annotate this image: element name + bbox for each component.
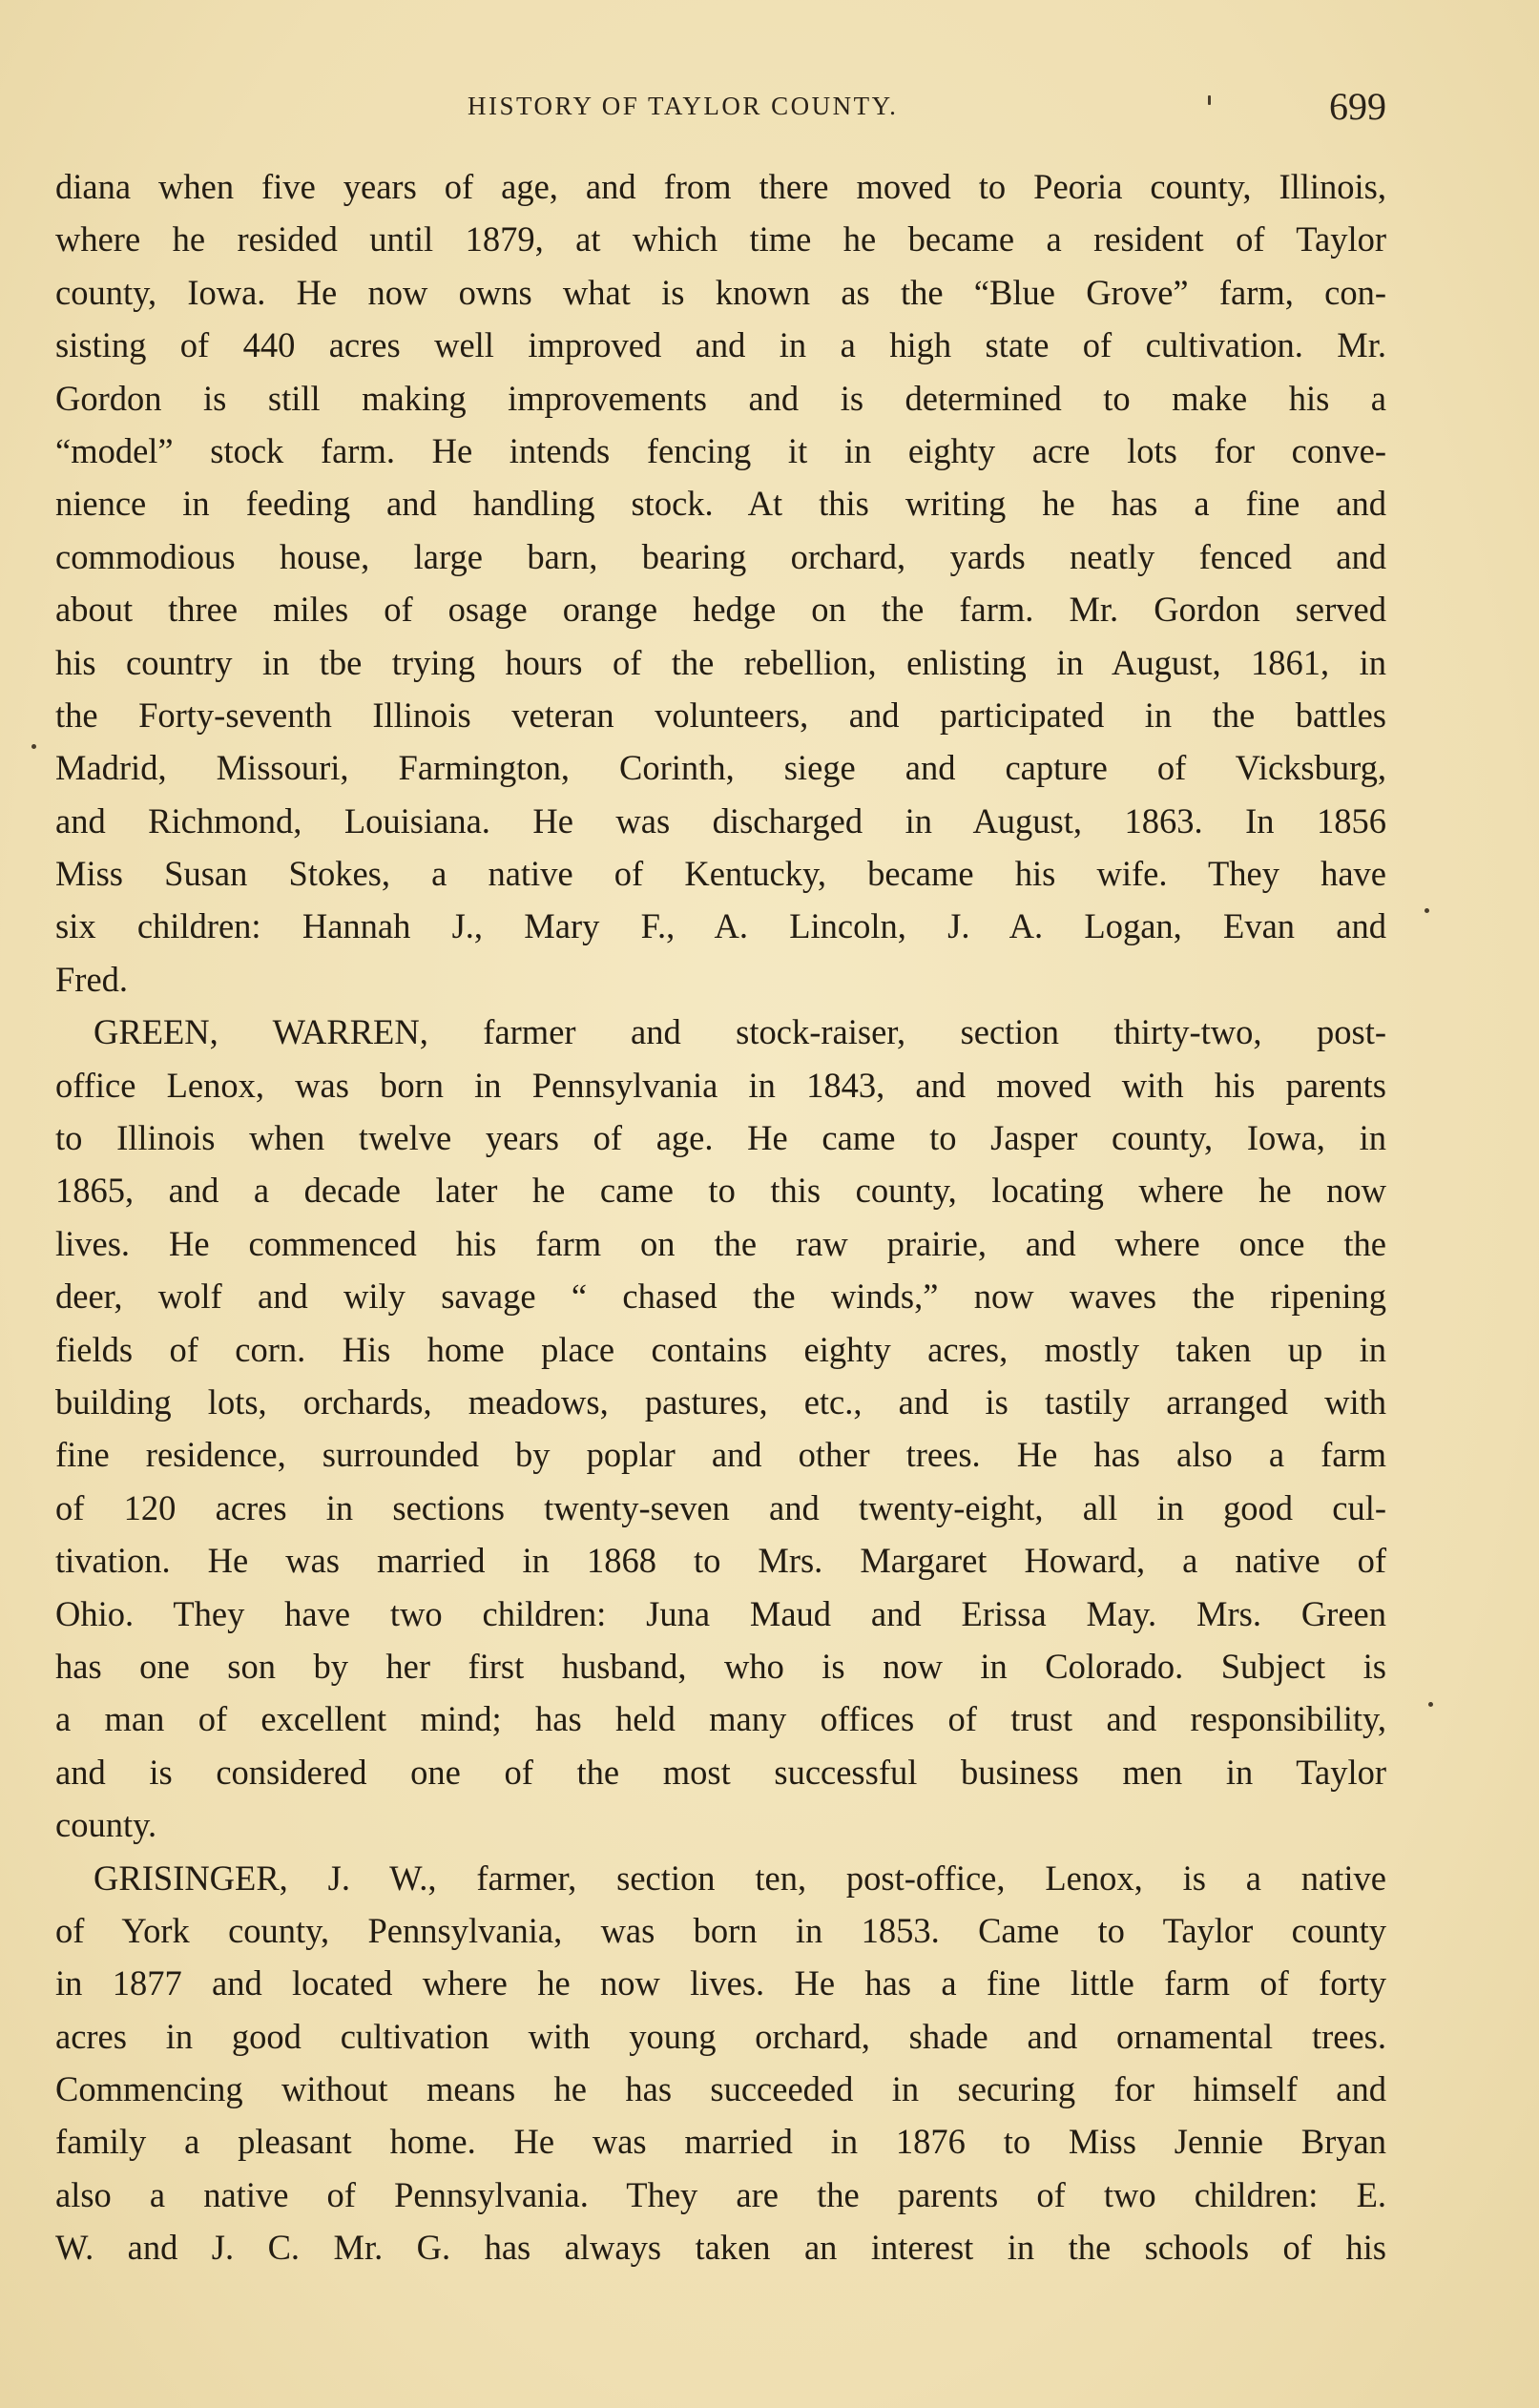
- print-speck: [1208, 95, 1211, 105]
- text-line: Commencing without means he has succeeded in securing for himself and: [55, 2069, 1386, 2109]
- text-line: where he resided until 1879, at which time he became a resident of Taylor: [55, 219, 1386, 259]
- text-line: Miss Susan Stokes, a native of Kentucky, became his wife. They have: [55, 854, 1386, 894]
- running-head: HISTORY OF TAYLOR COUNTY.: [468, 92, 899, 120]
- text-line: lives. He commenced his farm on the raw prairie, and where once the: [55, 1223, 1386, 1263]
- entry-first-line: GREEN, WARREN, farmer and stock-raiser, section thirty-two, post-: [94, 1012, 1386, 1052]
- text-line: fields of corn. His home place contains eighty acres, mostly taken up in: [55, 1329, 1386, 1369]
- text-line: and is considered one of the most successful business men in Taylor: [55, 1752, 1386, 1792]
- text-line: family a pleasant home. He was married in 1876 to Miss Jennie Bryan: [55, 2122, 1386, 2162]
- text-line: Madrid, Missouri, Farmington, Corinth, siege and capture of Vicksburg,: [55, 748, 1386, 788]
- body-text: [55, 160, 1386, 2274]
- text-line: of 120 acres in sections twenty-seven and twenty-eight, all in good cul-: [55, 1487, 1386, 1527]
- page-header: [0, 84, 1539, 132]
- text-line: his country in tbe trying hours of the rebellion, enlisting in August, 1861, in: [55, 642, 1386, 682]
- page-number: 699: [1329, 85, 1386, 128]
- text-line: deer, wolf and wily savage “ chased the winds,” now waves the ripening: [55, 1277, 1386, 1317]
- text-line: the Forty-seventh Illinois veteran volunteers, and participated in the battles: [55, 695, 1386, 735]
- text-line: acres in good cultivation with young orchard, shade and ornamental trees.: [55, 2016, 1386, 2056]
- text-line: W. and J. C. Mr. G. has always taken an interest in the schools of his: [55, 2228, 1386, 2268]
- text-line: diana when five years of age, and from there moved to Peoria county, Illinois,: [55, 167, 1386, 206]
- entry-first-line: GRISINGER, J. W., farmer, section ten, post-office, Lenox, is a native: [94, 1858, 1386, 1898]
- text-line: about three miles of osage orange hedge on the farm. Mr. Gordon served: [55, 590, 1386, 630]
- text-line: nience in feeding and handling stock. At this writing he has a fine and: [55, 484, 1386, 524]
- text-line: to Illinois when twelve years of age. He came to Jasper county, Iowa, in: [55, 1118, 1386, 1158]
- text-line: a man of excellent mind; has held many offices of trust and responsibility,: [55, 1699, 1386, 1739]
- text-line: building lots, orchards, meadows, pastures, etc., and is tastily arranged with: [55, 1381, 1386, 1422]
- text-line: office Lenox, was born in Pennsylvania in 1843, and moved with his parents: [55, 1065, 1386, 1105]
- print-speck: [31, 744, 36, 749]
- text-line: Fred.: [55, 959, 129, 999]
- text-line: and Richmond, Louisiana. He was discharged in August, 1863. In 1856: [55, 800, 1386, 841]
- text-line: Ohio. They have two children: Juna Maud and Erissa May. Mrs. Green: [55, 1593, 1386, 1633]
- print-speck: [1425, 908, 1429, 913]
- text-line: sisting of 440 acres well improved and in a high state of cultivation. Mr.: [55, 325, 1386, 365]
- text-line: tivation. He was married in 1868 to Mrs. Margaret Howard, a native of: [55, 1541, 1386, 1581]
- text-line: has one son by her first husband, who is now in Colorado. Subject is: [55, 1646, 1386, 1686]
- text-line: “model” stock farm. He intends fencing it in eighty acre lots for conve-: [55, 430, 1386, 470]
- text-line: commodious house, large barn, bearing orchard, yards neatly fenced and: [55, 536, 1386, 576]
- text-line: county.: [55, 1805, 157, 1845]
- text-line: in 1877 and located where he now lives. He has a fine little farm of forty: [55, 1963, 1386, 2003]
- text-line: six children: Hannah J., Mary F., A. Lincoln, J. A. Logan, Evan and: [55, 906, 1386, 946]
- text-line: county, Iowa. He now owns what is known as the “Blue Grove” farm, con-: [55, 272, 1386, 312]
- text-line: fine residence, surrounded by poplar and other trees. He has also a farm: [55, 1435, 1386, 1475]
- text-line: of York county, Pennsylvania, was born in 1853. Came to Taylor county: [55, 1910, 1386, 1950]
- text-line: 1865, and a decade later he came to this county, locating where he now: [55, 1171, 1386, 1211]
- text-line: also a native of Pennsylvania. They are the parents of two children: E.: [55, 2174, 1386, 2214]
- print-speck: [1428, 1702, 1433, 1707]
- text-line: Gordon is still making improvements and is determined to make his a: [55, 378, 1386, 418]
